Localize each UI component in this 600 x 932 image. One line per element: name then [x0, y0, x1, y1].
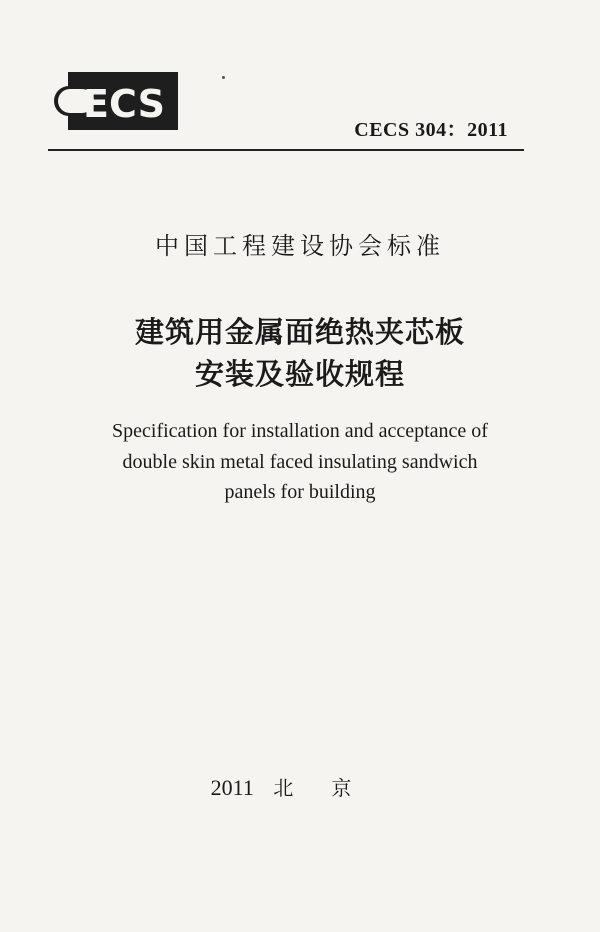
header-rule — [48, 149, 524, 151]
publication-year: 2011 — [210, 775, 254, 800]
title-en-line-3: panels for building — [224, 481, 376, 503]
title-en-line-1: Specification for installation and acceptance of — [112, 420, 488, 442]
ecs-logo — [52, 70, 184, 134]
association-name: 中国工程建设协会标准 — [155, 232, 445, 260]
title-en-line-2: double skin metal faced insulating sandwich — [122, 451, 478, 473]
title-zh-line-1: 建筑用金属面绝热夹芯板 — [134, 315, 465, 349]
logo-text: ECS — [83, 82, 165, 126]
scan-speck — [222, 76, 225, 79]
publication-line — [0, 772, 600, 801]
publication-city: 北京 — [273, 776, 390, 800]
title-zh-line-2: 安装及验收规程 — [194, 357, 405, 391]
standard-number: CECS 304：2011 — [354, 119, 508, 141]
